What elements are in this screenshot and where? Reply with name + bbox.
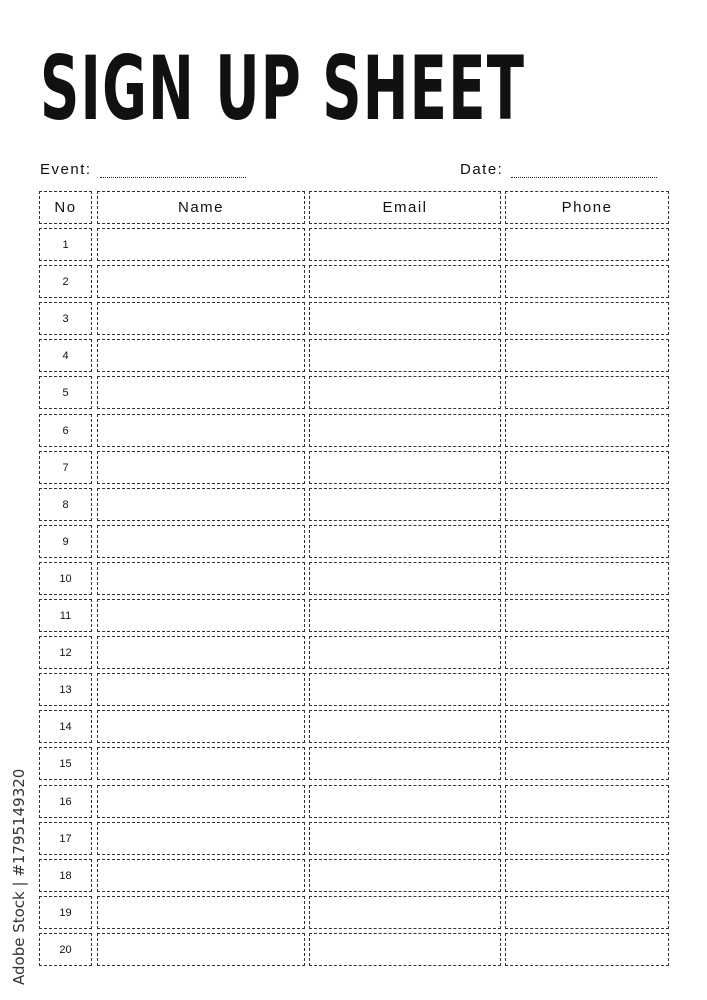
row-18-email-cell[interactable] — [309, 859, 501, 892]
row-19-name-cell[interactable] — [97, 896, 305, 929]
date-line[interactable] — [511, 163, 657, 178]
row-17-email-cell[interactable] — [309, 822, 501, 855]
row-number: 2 — [39, 265, 92, 298]
date-label: Date: — [460, 161, 504, 178]
row-7-phone-cell[interactable] — [505, 451, 669, 484]
row-16-phone-cell[interactable] — [505, 785, 669, 818]
row-12-name-cell[interactable] — [97, 636, 305, 669]
event-field[interactable] — [40, 161, 246, 178]
row-3-name-cell[interactable] — [97, 302, 305, 335]
row-17-phone-cell[interactable] — [505, 822, 669, 855]
row-number: 15 — [39, 747, 92, 780]
row-13-phone-cell[interactable] — [505, 673, 669, 706]
row-2-email-cell[interactable] — [309, 265, 501, 298]
row-9-email-cell[interactable] — [309, 525, 501, 558]
row-18-name-cell[interactable] — [97, 859, 305, 892]
row-3-email-cell[interactable] — [309, 302, 501, 335]
row-4-name-cell[interactable] — [97, 339, 305, 372]
row-11-phone-cell[interactable] — [505, 599, 669, 632]
row-15-name-cell[interactable] — [97, 747, 305, 780]
row-8-phone-cell[interactable] — [505, 488, 669, 521]
row-number: 10 — [39, 562, 92, 595]
row-11-name-cell[interactable] — [97, 599, 305, 632]
row-number: 4 — [39, 339, 92, 372]
row-13-email-cell[interactable] — [309, 673, 501, 706]
row-14-phone-cell[interactable] — [505, 710, 669, 743]
row-7-email-cell[interactable] — [309, 451, 501, 484]
date-field[interactable] — [460, 161, 657, 178]
row-19-phone-cell[interactable] — [505, 896, 669, 929]
row-1-email-cell[interactable] — [309, 228, 501, 261]
page-title: SIGN UP SHEET — [40, 37, 526, 140]
header-email: Email — [309, 191, 501, 224]
row-10-email-cell[interactable] — [309, 562, 501, 595]
row-16-name-cell[interactable] — [97, 785, 305, 818]
header-name: Name — [97, 191, 305, 224]
row-number: 18 — [39, 859, 92, 892]
row-5-email-cell[interactable] — [309, 376, 501, 409]
row-12-email-cell[interactable] — [309, 636, 501, 669]
row-18-phone-cell[interactable] — [505, 859, 669, 892]
row-6-phone-cell[interactable] — [505, 414, 669, 447]
row-6-name-cell[interactable] — [97, 414, 305, 447]
row-2-name-cell[interactable] — [97, 265, 305, 298]
header-no: No — [39, 191, 92, 224]
row-4-email-cell[interactable] — [309, 339, 501, 372]
row-number: 1 — [39, 228, 92, 261]
row-20-phone-cell[interactable] — [505, 933, 669, 966]
row-number: 7 — [39, 451, 92, 484]
row-3-phone-cell[interactable] — [505, 302, 669, 335]
header-phone: Phone — [505, 191, 669, 224]
row-14-name-cell[interactable] — [97, 710, 305, 743]
row-8-name-cell[interactable] — [97, 488, 305, 521]
row-1-name-cell[interactable] — [97, 228, 305, 261]
row-9-phone-cell[interactable] — [505, 525, 669, 558]
row-19-email-cell[interactable] — [309, 896, 501, 929]
row-12-phone-cell[interactable] — [505, 636, 669, 669]
row-17-name-cell[interactable] — [97, 822, 305, 855]
event-line[interactable] — [100, 163, 246, 178]
row-number: 20 — [39, 933, 92, 966]
row-13-name-cell[interactable] — [97, 673, 305, 706]
row-6-email-cell[interactable] — [309, 414, 501, 447]
row-4-phone-cell[interactable] — [505, 339, 669, 372]
row-10-phone-cell[interactable] — [505, 562, 669, 595]
row-8-email-cell[interactable] — [309, 488, 501, 521]
row-16-email-cell[interactable] — [309, 785, 501, 818]
row-1-phone-cell[interactable] — [505, 228, 669, 261]
row-number: 5 — [39, 376, 92, 409]
row-20-email-cell[interactable] — [309, 933, 501, 966]
row-15-email-cell[interactable] — [309, 747, 501, 780]
stock-id-watermark: Adobe Stock | #1795149320 — [10, 768, 28, 985]
row-2-phone-cell[interactable] — [505, 265, 669, 298]
row-number: 6 — [39, 414, 92, 447]
row-11-email-cell[interactable] — [309, 599, 501, 632]
row-number: 8 — [39, 488, 92, 521]
row-number: 3 — [39, 302, 92, 335]
row-number: 9 — [39, 525, 92, 558]
row-14-email-cell[interactable] — [309, 710, 501, 743]
row-number: 14 — [39, 710, 92, 743]
row-9-name-cell[interactable] — [97, 525, 305, 558]
row-5-phone-cell[interactable] — [505, 376, 669, 409]
row-10-name-cell[interactable] — [97, 562, 305, 595]
row-number: 17 — [39, 822, 92, 855]
row-15-phone-cell[interactable] — [505, 747, 669, 780]
row-number: 13 — [39, 673, 92, 706]
event-label: Event: — [40, 161, 92, 178]
row-7-name-cell[interactable] — [97, 451, 305, 484]
row-5-name-cell[interactable] — [97, 376, 305, 409]
row-number: 19 — [39, 896, 92, 929]
row-number: 11 — [39, 599, 92, 632]
row-20-name-cell[interactable] — [97, 933, 305, 966]
row-number: 12 — [39, 636, 92, 669]
row-number: 16 — [39, 785, 92, 818]
